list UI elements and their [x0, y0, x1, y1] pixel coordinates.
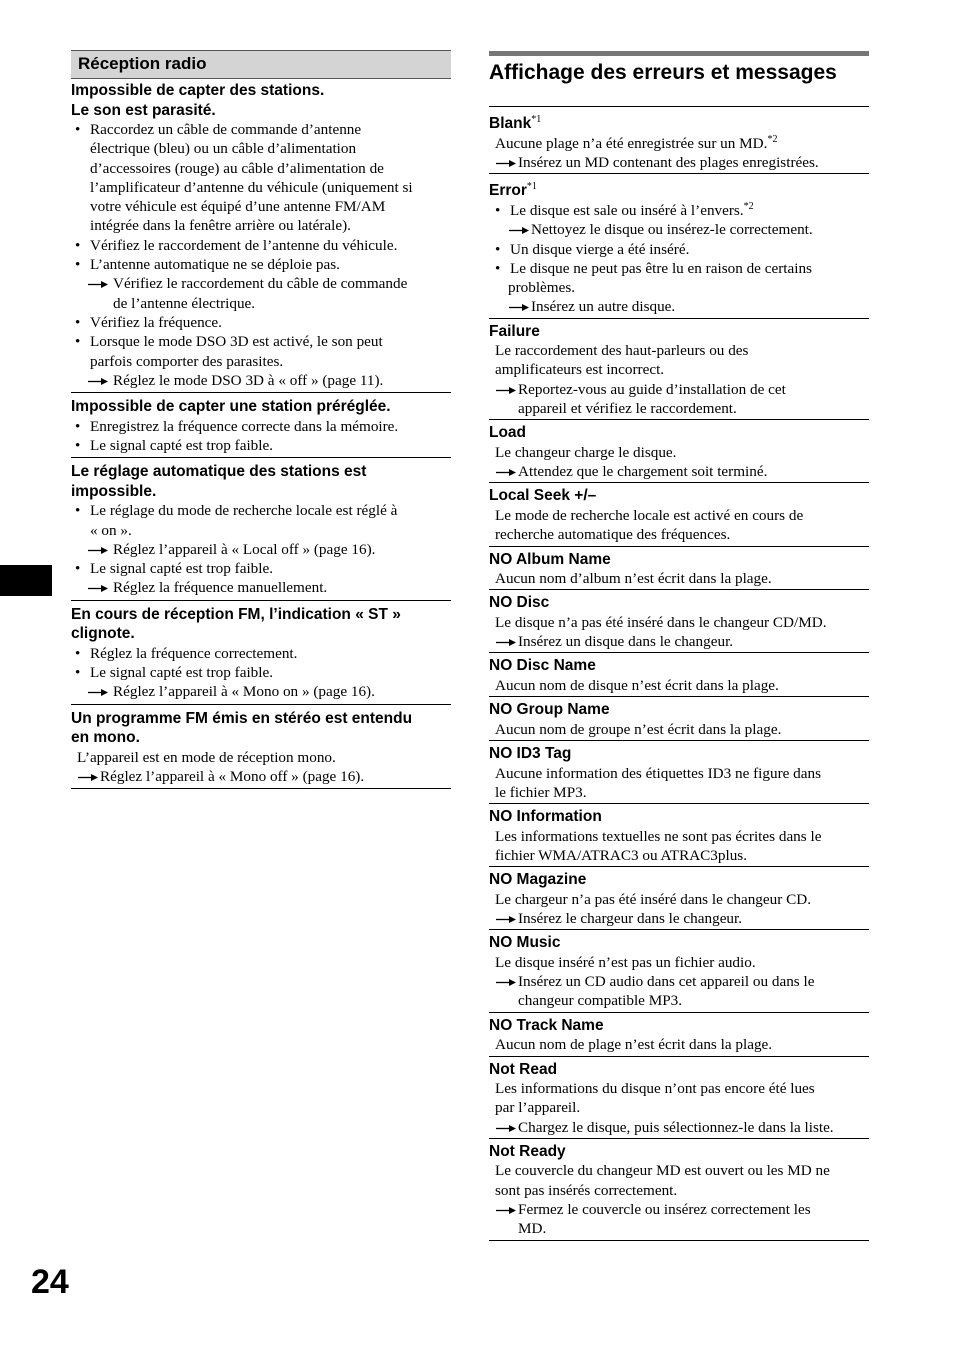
message-entry [489, 1138, 869, 1241]
arrow-right-icon [508, 297, 530, 316]
message-name [489, 176, 869, 201]
message-name [489, 422, 869, 443]
text-line [518, 399, 869, 418]
page-title: Affichage des erreurs et messages [489, 61, 837, 84]
text-line [495, 613, 869, 632]
message-name [489, 1141, 869, 1162]
message-name-text: Blank [489, 115, 532, 133]
message-name-text: Error [489, 182, 527, 200]
arrow-right-icon [495, 972, 517, 991]
line-text: parfois comporter des parasites. [90, 352, 284, 370]
message-entry [489, 866, 869, 929]
line-text: Le raccordement des haut-parleurs ou des [495, 342, 749, 360]
right-column [489, 50, 869, 1241]
text-line [90, 216, 451, 235]
message-name-text: NO Album Name [489, 550, 611, 568]
line-text: L’antenne automatique ne se déploie pas. [90, 256, 340, 274]
text-line [495, 341, 869, 360]
message-name-text: NO Information [489, 808, 602, 826]
arrow-right-icon [87, 540, 109, 559]
text-line [75, 436, 451, 455]
message-name [489, 592, 869, 613]
item-heading: Impossible de capter des stations. [71, 82, 325, 99]
text-line [495, 909, 869, 928]
troubleshooting-item [71, 79, 451, 393]
line-text: électrique (bleu) ou un câble d’alimentation [90, 140, 357, 158]
text-line [495, 240, 869, 259]
arrow-right-icon [87, 682, 109, 701]
item-heading: Le réglage automatique des stations est [71, 463, 367, 481]
message-entry [489, 318, 869, 420]
text-line [87, 682, 451, 701]
text-line [113, 294, 451, 313]
message-name [489, 806, 869, 827]
text-line [495, 153, 869, 172]
text-line [508, 278, 869, 297]
message-name [489, 655, 869, 676]
text-line [495, 201, 869, 220]
message-name-text: NO ID3 Tag [489, 745, 572, 763]
line-text: Vérifiez le raccordement du câble de commande [113, 275, 408, 293]
text-line [495, 443, 869, 462]
line-text: le fichier MP3. [495, 783, 587, 801]
line-text: Aucun nom d’album n’est écrit dans la plage. [495, 570, 772, 588]
text-line [495, 134, 869, 153]
item-heading: Impossible de capter une station préréglée. [71, 398, 391, 416]
text-line [90, 159, 451, 178]
message-name-text: NO Magazine [489, 871, 587, 889]
message-name-text: Local Seek +/– [489, 487, 597, 505]
text-line [495, 953, 869, 972]
text-line [518, 991, 869, 1010]
message-name [489, 321, 869, 342]
text-line [90, 521, 451, 540]
arrow-right-icon [508, 220, 530, 239]
line-text: Le signal capté est trop faible. [90, 560, 274, 578]
message-name [489, 109, 869, 134]
footnote-ref: *2 [743, 200, 754, 212]
message-entry [489, 1056, 869, 1138]
page-number: 24 [31, 1263, 69, 1301]
line-text: Chargez le disque, puis sélectionnez-le dans la liste. [518, 1118, 834, 1136]
message-name-text: NO Disc Name [489, 657, 596, 675]
message-entry [489, 106, 869, 173]
line-text: Fermez le couvercle ou insérez correctement les [518, 1201, 811, 1218]
message-entry [489, 546, 869, 590]
line-text: sont pas insérés correctement. [495, 1181, 678, 1199]
item-heading: impossible. [71, 482, 157, 500]
message-name-text: Failure [489, 322, 540, 340]
arrow-right-icon [77, 767, 99, 786]
text-line [75, 501, 451, 520]
text-line [75, 559, 451, 578]
text-line [495, 676, 869, 695]
message-name-text: NO Music [489, 934, 561, 952]
line-text: Réglez la fréquence manuellement. [113, 579, 328, 597]
message-name-text: Not Read [489, 1060, 558, 1078]
text-line [75, 644, 451, 663]
text-line [495, 1161, 869, 1180]
line-text: fichier WMA/ATRAC3 ou ATRAC3plus. [495, 846, 747, 864]
arrow-right-icon [87, 371, 109, 390]
message-name-text: NO Disc [489, 594, 550, 612]
text-line [495, 569, 869, 588]
line-text: Aucune information des étiquettes ID3 ne figure dans [495, 764, 822, 782]
line-text: intégrée dans la fenêtre arrière ou latérale). [90, 217, 351, 235]
troubleshooting-item [71, 393, 451, 458]
text-line [495, 1035, 869, 1054]
troubleshooting-item [71, 705, 451, 790]
item-heading: Un programme FM émis en stéréo est entendu [71, 709, 413, 727]
line-text: Insérez un CD audio dans cet appareil ou dans le [518, 973, 815, 991]
line-text: Un disque vierge a été inséré. [510, 240, 690, 258]
line-text: Aucune plage n’a été enregistrée sur un MD. [495, 134, 768, 152]
text-line [75, 120, 451, 139]
line-text: Les informations textuelles ne sont pas écrites dans le [495, 827, 822, 845]
item-heading: clignote. [71, 625, 135, 643]
message-name [489, 1015, 869, 1036]
text-line [495, 259, 869, 278]
line-text: par l’appareil. [495, 1099, 581, 1117]
line-text: changeur compatible MP3. [518, 992, 683, 1010]
line-text: Le disque ne peut pas être lu en raison de certains [510, 259, 812, 277]
line-text: d’accessoires (rouge) au câble d’alimentation de [90, 159, 384, 177]
line-text: MD. [518, 1220, 547, 1238]
line-text: Insérez un MD contenant des plages enregistrées. [518, 153, 819, 171]
text-line [495, 525, 869, 544]
text-line [495, 720, 869, 739]
line-text: Le disque n’a pas été inséré dans le changeur CD/MD. [495, 613, 827, 631]
line-text: problèmes. [508, 279, 576, 297]
text-line [87, 274, 451, 293]
text-line [495, 380, 869, 399]
messages-list [489, 106, 869, 1241]
footnote-ref: *1 [531, 114, 542, 125]
line-text: Le signal capté est trop faible. [90, 664, 274, 682]
item-heading: En cours de réception FM, l’indication « ST » [71, 605, 401, 623]
text-line [518, 1219, 869, 1238]
text-line [87, 371, 451, 390]
text-line [87, 578, 451, 597]
line-text: amplificateurs est incorrect. [495, 361, 665, 379]
message-entry [489, 482, 869, 545]
message-entry [489, 803, 869, 866]
left-column [71, 50, 451, 789]
text-line [75, 236, 451, 255]
line-text: Réglez l’appareil à « Local off » (page 16). [113, 540, 376, 558]
text-line [77, 748, 451, 767]
text-line [75, 255, 451, 274]
message-name-text: NO Group Name [489, 701, 610, 719]
message-entry [489, 929, 869, 1011]
line-text: Réglez la fréquence correctement. [90, 644, 298, 662]
message-name [489, 485, 869, 506]
arrow-right-icon [495, 632, 517, 651]
line-text: Le disque inséré n’est pas un fichier audio. [495, 953, 756, 971]
section-title-radio: Réception radio [71, 50, 451, 79]
line-text: Le changeur charge le disque. [495, 443, 677, 461]
arrow-right-icon [495, 462, 517, 481]
message-entry [489, 1012, 869, 1056]
text-line [495, 1098, 869, 1117]
line-text: Réglez l’appareil à « Mono off » (page 16). [100, 767, 365, 785]
text-line [75, 332, 451, 351]
message-name [489, 1059, 869, 1080]
line-text: Enregistrez la fréquence correcte dans la mémoire. [90, 417, 399, 435]
line-text: Vérifiez la fréquence. [90, 313, 222, 331]
text-line [495, 827, 869, 846]
text-line [495, 764, 869, 783]
line-text: Le couvercle du changeur MD est ouvert ou les MD ne [495, 1162, 830, 1180]
troubleshooting-item [71, 601, 451, 705]
text-line [495, 1118, 869, 1137]
footnote-ref: *1 [526, 181, 537, 193]
message-name [489, 549, 869, 570]
line-text: Le chargeur n’a pas été inséré dans le changeur CD. [495, 890, 811, 908]
text-line [495, 462, 869, 481]
troubleshooting-item [71, 458, 451, 600]
text-line [87, 540, 451, 559]
text-line [495, 890, 869, 909]
line-text: recherche automatique des fréquences. [495, 526, 731, 544]
text-line [75, 663, 451, 682]
text-line [90, 197, 451, 216]
text-line [90, 352, 451, 371]
line-text: Insérez le chargeur dans le changeur. [518, 910, 743, 928]
text-line [495, 1079, 869, 1098]
text-line [508, 297, 869, 316]
item-heading: Le son est parasité. [71, 101, 216, 119]
line-text: Insérez un autre disque. [531, 298, 676, 316]
message-name-text: Not Ready [489, 1142, 566, 1160]
line-text: Réglez le mode DSO 3D à « off » (page 11). [113, 371, 384, 389]
troubleshooting-list [71, 79, 451, 789]
text-line [495, 632, 869, 651]
line-text: Attendez que le chargement soit terminé. [518, 463, 768, 481]
line-text: Le réglage du mode de recherche locale est réglé à [90, 502, 398, 520]
text-line [495, 1200, 869, 1219]
text-line [90, 178, 451, 197]
line-text: L’appareil est en mode de réception mono. [77, 748, 336, 766]
line-text: l’amplificateur d’antenne du véhicule (uniquement si [90, 178, 413, 196]
line-text: Raccordez un câble de commande d’antenne [90, 121, 362, 138]
line-text: Le signal capté est trop faible. [90, 436, 274, 454]
text-line [495, 783, 869, 802]
text-line [495, 846, 869, 865]
line-text: Le disque est sale ou inséré à l’envers. [510, 201, 744, 219]
line-text: « on ». [90, 521, 132, 539]
line-text: Réglez l’appareil à « Mono on » (page 16). [113, 683, 375, 701]
line-text: Aucun nom de disque n’est écrit dans la plage. [495, 676, 779, 694]
line-text: Insérez un disque dans le changeur. [518, 633, 734, 651]
arrow-right-icon [495, 1118, 517, 1137]
side-tab-marker [0, 565, 52, 596]
text-line [508, 220, 869, 239]
arrow-right-icon [495, 153, 517, 172]
message-entry [489, 696, 869, 740]
arrow-right-icon [87, 274, 109, 293]
arrow-right-icon [495, 1200, 517, 1219]
arrow-right-icon [495, 380, 517, 399]
message-entry [489, 652, 869, 696]
line-text: Lorsque le mode DSO 3D est activé, le son peut [90, 333, 383, 351]
message-name [489, 932, 869, 953]
text-line [77, 767, 451, 786]
title-rule [489, 51, 869, 56]
message-name [489, 869, 869, 890]
line-text: appareil et vérifiez le raccordement. [518, 400, 737, 418]
message-name [489, 699, 869, 720]
line-text: votre véhicule est équipé d’une antenne FM/AM [90, 198, 386, 216]
message-entry [489, 740, 869, 803]
line-text: Nettoyez le disque ou insérez-le correctement. [531, 221, 813, 239]
text-line [90, 139, 451, 158]
message-entry [489, 419, 869, 482]
message-entry [489, 173, 869, 317]
text-line [495, 972, 869, 991]
message-name-text: Load [489, 424, 527, 442]
line-text: Aucun nom de plage n’est écrit dans la plage. [495, 1036, 773, 1054]
line-text: de l’antenne électrique. [113, 294, 256, 312]
arrow-right-icon [87, 578, 109, 597]
message-name-text: NO Track Name [489, 1016, 604, 1034]
text-line [495, 360, 869, 379]
message-name [489, 743, 869, 764]
line-text: Vérifiez le raccordement de l’antenne du véhicule. [90, 236, 398, 254]
footnote-ref: *2 [767, 133, 778, 145]
line-text: Reportez-vous au guide d’installation de cet [518, 380, 786, 398]
item-heading: en mono. [71, 729, 140, 747]
text-line [75, 313, 451, 332]
line-text: Le mode de recherche locale est activé en cours de [495, 506, 804, 524]
arrow-right-icon [495, 909, 517, 928]
line-text: Aucun nom de groupe n’est écrit dans la plage. [495, 720, 782, 738]
message-entry [489, 589, 869, 652]
text-line [495, 1181, 869, 1200]
line-text: Les informations du disque n’ont pas encore été lues [495, 1080, 815, 1098]
text-line [75, 417, 451, 436]
text-line [495, 506, 869, 525]
